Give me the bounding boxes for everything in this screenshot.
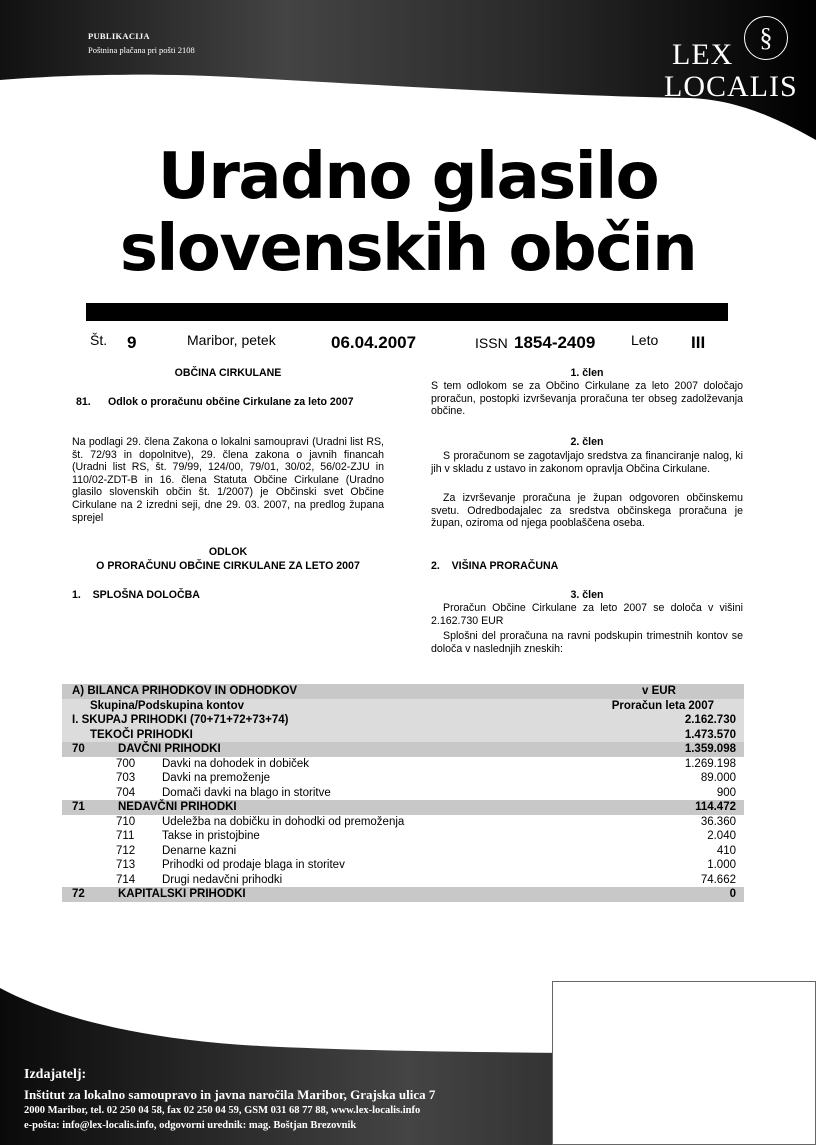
publisher-label: Izdajatelj: [24,1067,87,1082]
table-row [62,771,744,786]
table-row [62,873,744,888]
row-label: Prihodki od prodaje blaga in storitev [162,859,345,871]
table-row [62,858,744,873]
row-subcode: 700 [116,757,136,770]
row-code [62,844,116,859]
row-label: KAPITALSKI PRIHODKI [116,887,602,902]
row-label: Davki na premoženje [162,772,271,784]
publisher-contact: 2000 Maribor, tel. 02 250 04 58, fax 02 250 04 59, GSM 031 68 77 88, www.lex-localis.info [24,1105,421,1116]
row-code [62,786,116,801]
row-code: 72 [62,887,116,902]
row-label: Drugi nedavčni prihodki [162,873,283,886]
masthead-title-line1: Uradno glasilo [157,140,659,214]
logo-lex: LEX [672,38,734,71]
article-3-title: 3. člen [570,589,604,601]
masthead-title-line2: slovenskih občin [119,212,697,286]
row-value: 1.269.198 [684,757,736,770]
section-heading-1: 1. SPLOŠNA DOLOČBA [72,589,200,601]
row-value: 2.162.730 [602,713,744,728]
publisher-email: e-pošta: info@lex-localis.info, odgovorni urednik: mag. Boštjan Brezovnik [24,1120,357,1131]
article-2-title: 2. člen [570,436,604,448]
table-row [62,800,744,815]
table-header-row [62,684,744,699]
issue-date: 06.04.2007 [331,333,417,352]
row-label: Udeležba na dobičku in dohodki od premoženja [162,815,405,828]
row-value: 0 [602,887,744,902]
row-label: Domači davki na blago in storitve [162,786,331,799]
revenue-balance-table [62,684,744,902]
table-subheader-budget: Proračun leta 2007 [602,699,744,714]
row-subcode: 703 [116,772,136,784]
article-1-text: S tem odlokom se za Občino Cirkulane za leto 2007 določajo proračun, postopki izvrševanja proračuna ter obseg zadolževanja občine. [431,380,743,418]
row-subcode: 711 [116,830,135,842]
table-subheader-label: Skupina/Podskupina kontov [62,699,602,714]
advertisement-box [552,981,816,1145]
table-row [62,742,744,757]
publication-label: PUBLIKACIJA [88,31,150,41]
item-title: Odlok o proračunu občine Cirkulane za leto 2007 [108,396,354,408]
row-value: 1.359.098 [602,742,744,757]
article-3-paragraph-1: Proračun Občine Cirkulane za leto 2007 se določa v višini 2.162.730 EUR [431,602,743,627]
row-code [62,829,116,844]
row-value: 74.662 [700,873,736,886]
row-value: 2.040 [707,830,736,842]
preamble-text: Na podlagi 29. člena Zakona o lokalni samoupravi (Uradni list RS, št. 72/93 in dopolnitve), 29. člena zakona o javnih financah (Uradni list RS, št. 79/99, 124/00, 79/01, 30/02, 56/02-ZJU in 110/02-ZDT-B in 16. člena Statuta Občine Cirkulane (Uradno glasilo slovenskih občin št. 1/2007) je Občinski svet Občine Cirkulane na 2 izredni seji, dne 29. 03. 2007, na predlog župana sprejel [72,436,384,524]
row-value: 1.000 [707,859,736,871]
issue-number: 9 [127,333,137,352]
row-subcode: 704 [116,786,136,799]
table-row [62,844,744,859]
table-row [62,713,744,728]
row-value: 410 [716,844,736,857]
table-row [62,757,744,772]
row-value: 89.000 [700,772,736,784]
row-value: 900 [716,786,736,799]
municipality-heading: OBČINA CIRKULANE [174,367,282,379]
row-subcode: 712 [116,844,136,857]
row-code [62,858,116,873]
table-row [62,786,744,801]
table-currency: v EUR [602,684,744,699]
row-code [62,757,116,772]
row-label: DAVČNI PRIHODKI [116,742,602,757]
row-code [62,815,116,830]
row-subcode: 710 [116,815,136,828]
table-title: A) BILANCA PRIHODKOV IN ODHODKOV [62,684,602,699]
row-subcode: 714 [116,873,136,886]
table-subheader-row [62,699,744,714]
row-value: 36.360 [700,815,736,828]
decree-title: ODLOK [208,546,248,558]
row-code [62,873,116,888]
issue-place-day: Maribor, petek [187,332,276,348]
table-row [62,728,744,743]
row-label: Davki na dohodek in dobiček [162,757,310,770]
logo-localis: LOCALIS [664,70,798,103]
row-label: Denarne kazni [162,844,237,857]
issn-number: 1854-2409 [514,333,596,352]
row-code: 71 [62,800,116,815]
row-code: 70 [62,742,116,757]
row-label: I. SKUPAJ PRIHODKI (70+71+72+73+74) [62,713,602,728]
masthead-divider [86,303,728,321]
item-number: 81. [76,396,91,408]
table-row [62,815,744,830]
year-label: Leto [631,332,659,348]
article-1-title: 1. člen [570,367,604,379]
row-value: 114.472 [602,800,744,815]
postage-note: Poštnina plačana pri pošti 2108 [88,45,195,55]
publisher-name: Inštitut za lokalno samoupravo in javna naročila Maribor, Grajska ulica 7 [24,1087,436,1102]
row-label: TEKOČI PRIHODKI [62,728,602,743]
row-label: NEDAVČNI PRIHODKI [116,800,602,815]
issue-number-label: Št. [90,332,108,348]
section-heading-2: 2. VIŠINA PRORAČUNA [431,560,559,572]
row-subcode: 713 [116,859,136,871]
article-2-paragraph-2: Za izvrševanje proračuna je župan odgovoren občinskemu svetu. Odredbodajalec za sredstva občinskega proračuna je župan, oziroma od njega pooblaščena oseba. [431,492,743,530]
issn-label: ISSN [475,335,508,351]
paragraph-seal-icon: § [744,16,788,60]
decree-subtitle: O PRORAČUNU OBČINE CIRKULANE ZA LETO 2007 [96,560,360,572]
year-number: III [691,333,706,352]
article-2-paragraph-1: S proračunom se zagotavljajo sredstva za financiranje nalog, ki jih v skladu z ustavo in zakonom opravlja Občina Cirkulane. [431,450,743,475]
row-code [62,771,116,786]
row-label: Takse in pristojbine [162,830,260,842]
row-value: 1.473.570 [602,728,744,743]
table-row [62,829,744,844]
table-row [62,887,744,902]
article-3-paragraph-2: Splošni del proračuna na ravni podskupin trimestnih kontov se določa v naslednjih zneskih: [431,630,743,655]
